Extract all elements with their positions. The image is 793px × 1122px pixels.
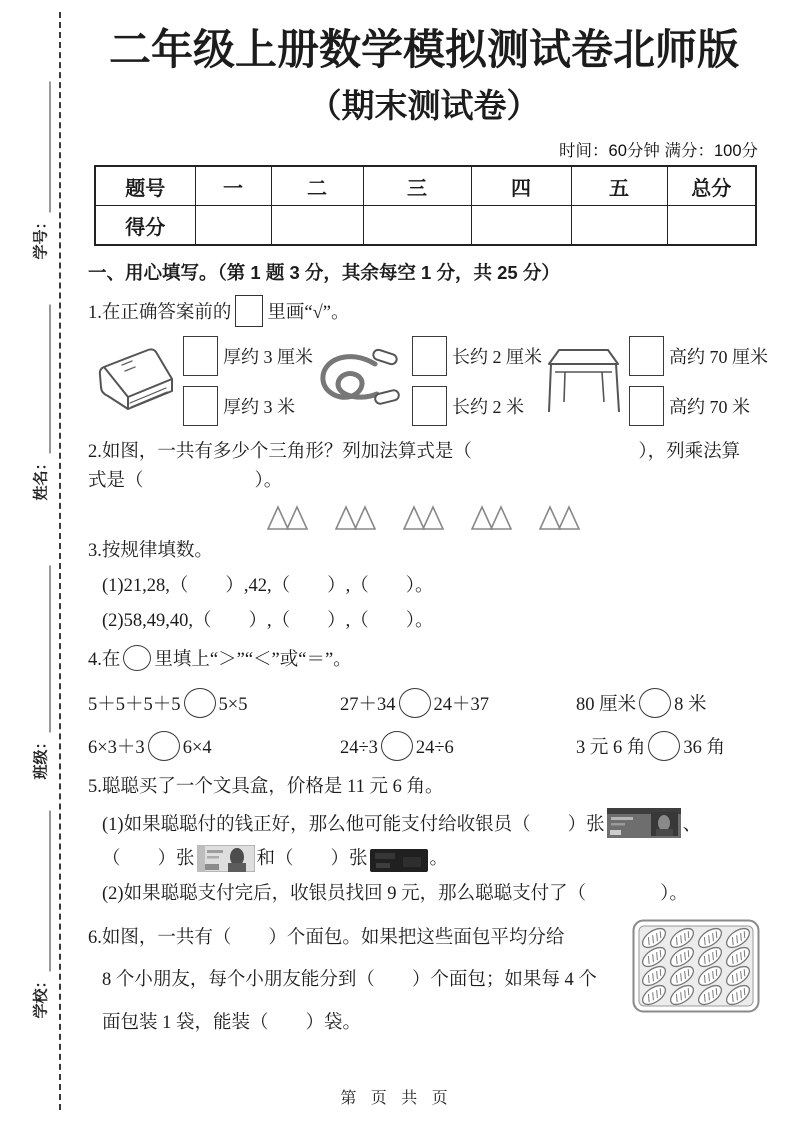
score-table: [94, 165, 757, 246]
banknote-portrait-image: [197, 845, 255, 872]
question-6-line2: 8 个小朋友，每个小朋友能分到（ ）个面包；如果每 4 个: [102, 970, 597, 991]
cmp-right: 36 角: [683, 738, 726, 758]
name-label: 姓名：: [32, 455, 50, 501]
banknote-large-image: [607, 808, 681, 838]
question-number-header: 题号: [95, 166, 195, 206]
name-line: [35, 305, 51, 454]
col-total: 总分: [667, 166, 756, 206]
jump-rope-image: [313, 342, 405, 420]
banknote-dark-image: [370, 849, 428, 872]
score-cell: [195, 206, 271, 246]
question-4-stem: [88, 645, 760, 675]
q1-stem-suffix: 里画“√”。: [267, 303, 350, 324]
page-footer: 第 页 共 页: [340, 1090, 453, 1107]
comparison-item: [340, 688, 576, 718]
question-6: [88, 917, 760, 1049]
student-id-label: 学号：: [32, 214, 50, 260]
cmp-right: 5×5: [218, 695, 248, 715]
q4-stem-prefix: 4.在: [88, 650, 121, 671]
q1-desk-options: [629, 336, 768, 426]
option-row: [183, 336, 313, 376]
cmp-left: 24÷3: [340, 738, 378, 758]
question-3-line1: (1)21,28,（ ）,42,（ ）,（ ）。: [102, 575, 434, 596]
paper-content: [88, 0, 768, 1049]
triangle-pair-icon: [538, 503, 582, 531]
comparison-item: [576, 731, 760, 761]
student-id-line: [35, 82, 51, 213]
q5-text: (1)如果聪聪付的钱正好，那么他可能支付给收银员（ ）张: [102, 814, 605, 835]
col-two: 二: [271, 166, 363, 206]
option-row: [412, 386, 542, 426]
option-label: 高约 70 厘米: [669, 346, 768, 367]
paper-title: 二年级上册数学模拟测试卷北师版: [108, 26, 739, 73]
question-2-line1: 2.如图，一共有多少个三角形？列加法算式是（ ），列乘法算: [88, 441, 741, 462]
col-three: 三: [363, 166, 471, 206]
question-2-line2: 式是（ ）。: [88, 470, 283, 491]
comparison-item: [340, 731, 576, 761]
sidebar-dashed-rule: [59, 12, 61, 1110]
cmp-left: 27＋34: [340, 695, 396, 715]
answer-circle: [148, 731, 180, 761]
option-row: [629, 336, 768, 376]
answer-checkbox: [412, 386, 447, 426]
comparison-item: [88, 688, 340, 718]
score-cell: [571, 206, 667, 246]
triangle-figure: [88, 503, 760, 531]
cmp-right: 24＋37: [433, 695, 490, 715]
question-3-stem: 3.按规律填数。: [88, 541, 213, 562]
cmp-left: 80 厘米: [576, 695, 637, 715]
answer-circle: [648, 731, 680, 761]
answer-checkbox: [629, 336, 664, 376]
score-cell: [271, 206, 363, 246]
answer-checkbox: [412, 336, 447, 376]
question-1-options: [88, 336, 768, 426]
answer-checkbox: [183, 336, 218, 376]
question-3-line2: (2)58,49,40,（ ）,（ ）,（ ）。: [102, 610, 434, 631]
score-table-score-row: [95, 206, 756, 246]
desk-image: [542, 342, 622, 420]
answer-circle: [639, 688, 671, 718]
col-four: 四: [471, 166, 571, 206]
sidebar-field-name: [30, 305, 51, 501]
col-five: 五: [571, 166, 667, 206]
triangle-pair-icon: [470, 503, 514, 531]
cmp-right: 24÷6: [415, 738, 454, 758]
answer-circle: [399, 688, 431, 718]
paper-subtitle: （期末测试卷）: [308, 87, 540, 125]
class-line: [35, 566, 51, 733]
triangle-pair-icon: [402, 503, 446, 531]
option-label: 高约 70 米: [669, 396, 750, 417]
q4-stem-suffix: 里填上“＞”“＜”或“＝”。: [154, 650, 352, 671]
comparison-row-2: [88, 731, 760, 761]
math-book-image: [88, 341, 176, 421]
q5-text: 和（ ）张: [256, 849, 368, 870]
sidebar-field-school: [30, 811, 51, 1019]
time-score-meta: 时间：60分钟 满分：100分: [559, 142, 758, 161]
answer-circle: [381, 731, 413, 761]
sidebar-field-student-id: [30, 82, 51, 260]
score-cell: [471, 206, 571, 246]
q5-text: 、: [682, 814, 702, 835]
answer-checkbox: [183, 386, 218, 426]
score-cell: [667, 206, 756, 246]
option-label: 长约 2 米: [452, 396, 524, 417]
triangle-pair-icon: [334, 503, 378, 531]
q5-text: 。: [429, 849, 449, 870]
question-1-stem: [88, 295, 760, 328]
section-one-heading: 一、用心填写。（第 1 题 3 分，其余每空 1 分，共 25 分）: [88, 262, 560, 284]
score-cell: [363, 206, 471, 246]
option-label: 长约 2 厘米: [452, 346, 542, 367]
q1-group-desk: [542, 336, 768, 426]
question-5-part2: (2)如果聪聪支付完后，收银员找回 9 元，那么聪聪支付了（ ）。: [102, 884, 688, 905]
q1-rope-options: [412, 336, 542, 426]
col-one: 一: [195, 166, 271, 206]
q1-stem-prefix: 1.在正确答案前的: [88, 303, 232, 324]
comparison-item: [88, 731, 340, 761]
comparison-row-1: [88, 688, 760, 718]
question-6-line3: 面包装 1 袋，能装（ ）袋。: [102, 1012, 362, 1033]
question-6-text: [88, 917, 624, 1045]
score-table-header-row: [95, 166, 756, 206]
option-label: 厚约 3 厘米: [223, 346, 313, 367]
triangle-pair-icon: [266, 503, 310, 531]
school-label: 学校：: [32, 973, 50, 1019]
score-row-label: 得分: [95, 206, 195, 246]
question-5-part1-line1: [88, 808, 760, 840]
question-5-part1-line2: [88, 845, 760, 874]
cmp-right: 8 米: [674, 695, 707, 715]
school-line: [35, 811, 51, 972]
cmp-left: 3 元 6 角: [576, 738, 646, 758]
option-label: 厚约 3 米: [223, 396, 295, 417]
option-row: [412, 336, 542, 376]
answer-checkbox: [629, 386, 664, 426]
inline-checkbox: [235, 295, 263, 327]
option-row: [183, 386, 313, 426]
inline-circle: [123, 645, 151, 671]
question-6-line1: 6.如图，一共有（ ）个面包。如果把这些面包平均分给: [88, 927, 565, 948]
option-row: [629, 386, 768, 426]
q5-text: （ ）张: [102, 849, 195, 870]
bread-tray-image: [632, 919, 760, 1013]
class-label: 班级：: [32, 734, 50, 780]
q1-book-options: [183, 336, 313, 426]
answer-circle: [184, 688, 216, 718]
sidebar-field-class: [30, 566, 51, 780]
question-5-stem: 5.聪聪买了一个文具盒，价格是 11 元 6 角。: [88, 777, 444, 797]
cmp-left: 6×3＋3: [88, 738, 145, 758]
cmp-left: 5＋5＋5＋5: [88, 695, 181, 715]
comparison-item: [576, 688, 760, 718]
cmp-right: 6×4: [182, 738, 212, 758]
q1-group-rope: [313, 336, 542, 426]
q1-group-book: [88, 336, 313, 426]
